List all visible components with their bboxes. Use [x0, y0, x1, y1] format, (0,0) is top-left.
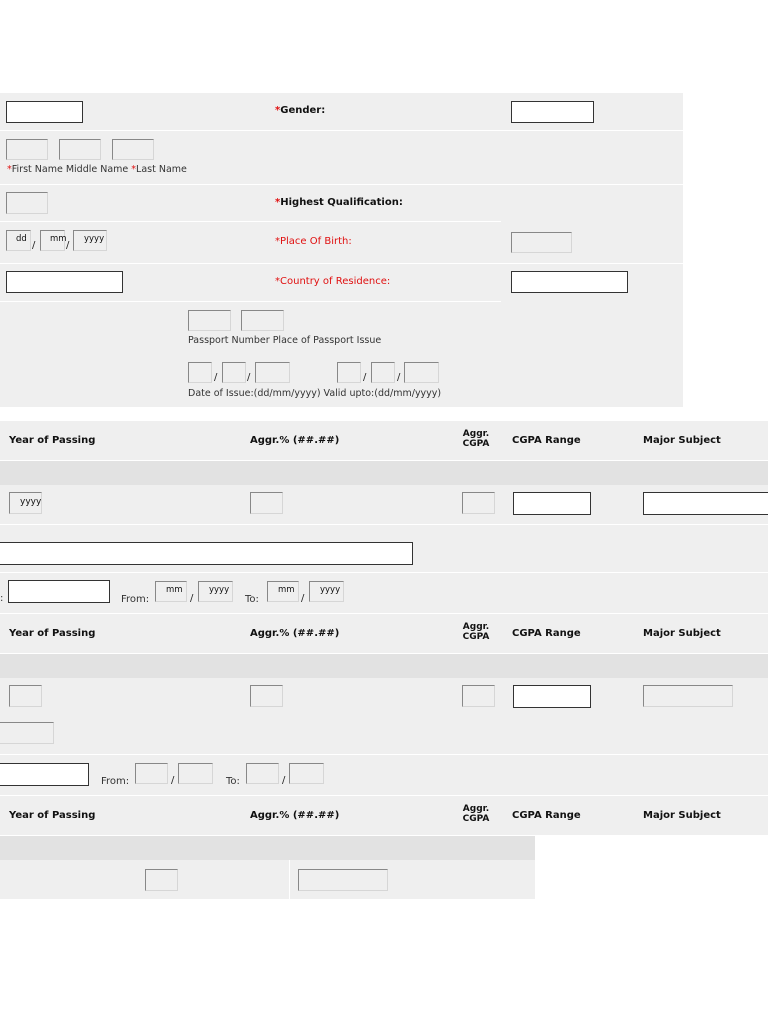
place-of-birth-input[interactable] — [511, 232, 572, 253]
row-divider — [0, 301, 501, 302]
cgpa-range-select[interactable] — [513, 492, 591, 515]
aggr-percent-input[interactable] — [250, 685, 283, 707]
middle-name-input[interactable] — [59, 139, 101, 160]
education-subheader-band — [0, 654, 768, 678]
to-label: To: — [226, 776, 240, 787]
dob-day-placeholder: dd — [16, 234, 27, 244]
small-input[interactable] — [145, 869, 178, 891]
from-month-placeholder: mm — [166, 585, 183, 595]
issue-month-input[interactable] — [222, 362, 246, 383]
row-divider — [0, 221, 501, 222]
row-divider — [0, 754, 768, 755]
from-year-placeholder: yyyy — [209, 585, 230, 595]
highest-qualification-label: *Highest Qualification: — [275, 197, 403, 208]
aggr-percent-input[interactable] — [250, 492, 283, 514]
dob-separator: / — [66, 240, 70, 251]
year-placeholder: yyyy — [20, 497, 42, 507]
year-of-passing-input[interactable] — [9, 685, 42, 707]
passport-place-input[interactable] — [241, 310, 284, 331]
date-separator: / — [214, 372, 218, 383]
row-divider — [0, 263, 683, 264]
education-panel-1 — [0, 421, 768, 613]
education-subheader-band — [0, 836, 535, 860]
last-name-input[interactable] — [112, 139, 154, 160]
date-separator: / — [301, 593, 305, 604]
valid-month-input[interactable] — [371, 362, 395, 383]
date-separator: / — [397, 372, 401, 383]
cgpa-range-header: CGPA Range — [512, 810, 581, 821]
gender-label: *Gender: — [275, 105, 326, 116]
to-year-placeholder: yyyy — [320, 585, 341, 595]
aggr-cgpa-header: Aggr. CGPA — [462, 804, 490, 824]
institute-input[interactable] — [0, 722, 54, 744]
date-separator: / — [282, 775, 286, 786]
title-field[interactable] — [6, 101, 83, 123]
aggr-cgpa-header: Aggr. CGPA — [462, 429, 490, 449]
name-caption: *First Name Middle Name *Last Name — [7, 164, 187, 175]
issue-year-input[interactable] — [255, 362, 290, 383]
gender-select[interactable] — [511, 101, 594, 123]
cgpa-range-header: CGPA Range — [512, 435, 581, 446]
row-divider — [0, 130, 683, 131]
valid-year-input[interactable] — [404, 362, 439, 383]
to-label: To: — [245, 594, 259, 605]
from-label: From: — [121, 594, 150, 605]
education-panel-3-row — [0, 860, 535, 899]
major-subject-header: Major Subject — [643, 810, 721, 821]
aggr-percent-header: Aggr.% (##.##) — [250, 810, 340, 821]
duration-colon: : — [0, 593, 4, 604]
aggr-cgpa-header: Aggr. CGPA — [462, 622, 490, 642]
date-separator: / — [363, 372, 367, 383]
cgpa-range-header: CGPA Range — [512, 628, 581, 639]
passport-caption: Passport Number Place of Passport Issue — [188, 335, 382, 346]
major-subject-header: Major Subject — [643, 435, 721, 446]
first-name-input[interactable] — [6, 139, 48, 160]
column-divider — [289, 860, 290, 899]
small-input[interactable] — [6, 192, 48, 214]
row-divider — [0, 184, 683, 185]
passport-dates-caption: Date of Issue:(dd/mm/yyyy) Valid upto:(dd/mm/yyyy) — [188, 388, 442, 399]
row-divider — [0, 613, 768, 614]
institute-input[interactable] — [0, 542, 413, 565]
year-of-passing-header: Year of Passing — [9, 628, 96, 639]
row-divider — [0, 653, 768, 654]
wide-field[interactable] — [6, 271, 123, 293]
issue-day-input[interactable] — [188, 362, 212, 383]
from-year-input[interactable] — [178, 763, 213, 784]
aggr-cgpa-input[interactable] — [462, 492, 495, 514]
row-divider — [0, 524, 768, 525]
year-of-passing-header: Year of Passing — [9, 435, 96, 446]
major-subject-header: Major Subject — [643, 628, 721, 639]
from-label: From: — [101, 776, 130, 787]
dob-year-placeholder: yyyy — [84, 234, 105, 244]
date-separator: / — [171, 775, 175, 786]
country-of-residence-select[interactable] — [511, 271, 628, 293]
year-of-passing-header: Year of Passing — [9, 810, 96, 821]
row-divider — [0, 460, 768, 461]
major-subject-input[interactable] — [643, 685, 733, 707]
location-input[interactable] — [8, 580, 110, 603]
date-separator: / — [190, 593, 194, 604]
wide-input[interactable] — [298, 869, 388, 891]
to-month-input[interactable] — [246, 763, 279, 784]
aggr-percent-header: Aggr.% (##.##) — [250, 628, 340, 639]
country-of-residence-label: *Country of Residence: — [275, 276, 391, 287]
valid-day-input[interactable] — [337, 362, 361, 383]
education-subheader-band — [0, 461, 768, 485]
to-month-placeholder: mm — [278, 585, 295, 595]
cgpa-range-select[interactable] — [513, 685, 591, 708]
aggr-percent-header: Aggr.% (##.##) — [250, 435, 340, 446]
dob-separator: / — [32, 240, 36, 251]
from-month-input[interactable] — [135, 763, 168, 784]
date-separator: / — [247, 372, 251, 383]
major-subject-select[interactable] — [643, 492, 768, 515]
row-divider — [0, 572, 768, 573]
to-year-input[interactable] — [289, 763, 324, 784]
location-input[interactable] — [0, 763, 89, 786]
passport-number-input[interactable] — [188, 310, 231, 331]
place-of-birth-label: *Place Of Birth: — [275, 236, 352, 247]
required-mark: * — [275, 105, 281, 116]
aggr-cgpa-input[interactable] — [462, 685, 495, 707]
dob-month-placeholder: mm — [50, 234, 67, 244]
